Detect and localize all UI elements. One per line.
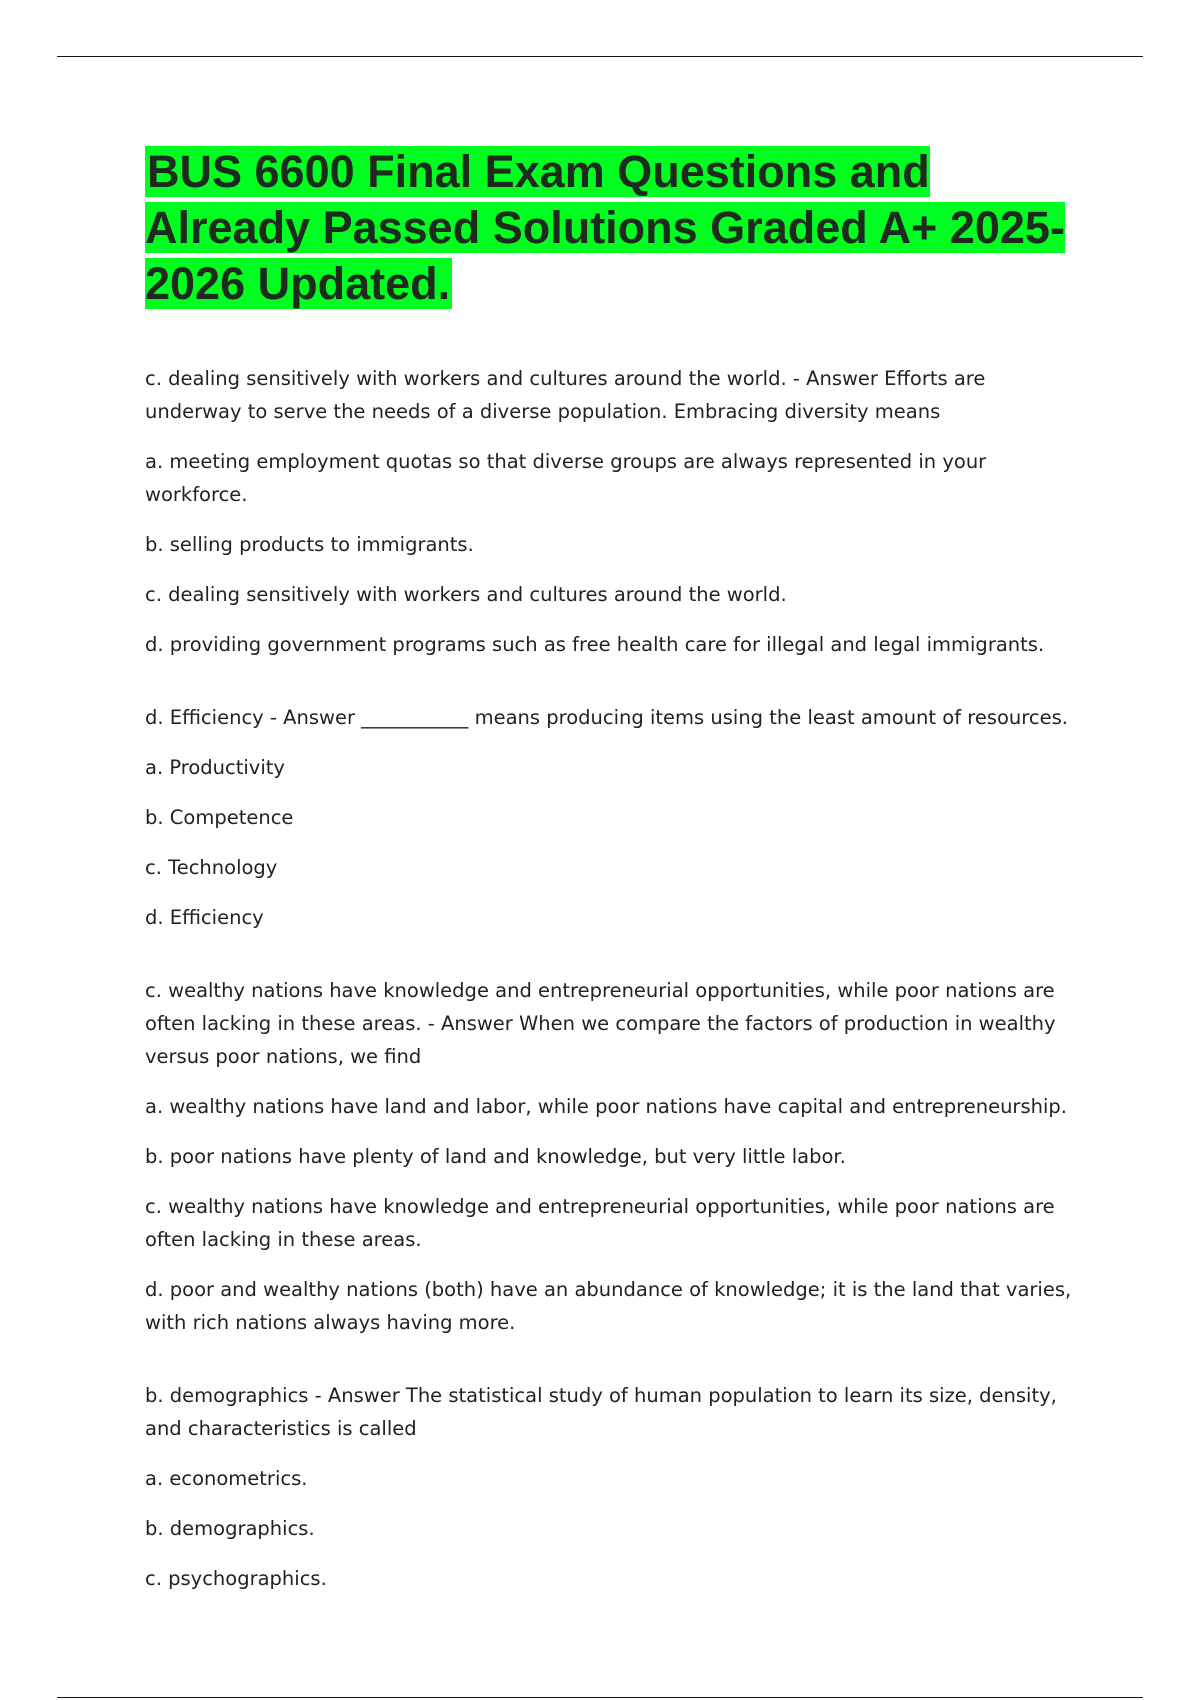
question-prompt: b. demographics - Answer The statistical study of human population to learn its size, density, and characteristics is called: [145, 1384, 1057, 1440]
document-title: [145, 144, 1080, 312]
answer-option: d. Efficiency: [145, 906, 264, 929]
document-body: [145, 144, 1080, 1635]
question-prompt: c. wealthy nations have knowledge and entrepreneurial opportunities, while poor nations are often lacking in these areas. - Answer When we compare the factors of production in wealthy versus poor nations, we find: [145, 979, 1056, 1068]
header-rule: [57, 56, 1143, 57]
question-block-2: [145, 701, 1080, 934]
question-block-3: [145, 974, 1080, 1339]
answer-option: d. poor and wealthy nations (both) have an abundance of knowledge; it is the land that varies, with rich nations always having more.: [145, 1278, 1072, 1334]
answer-option: d. providing government programs such as free health care for illegal and legal immigrants.: [145, 633, 1045, 656]
footer-rule: [57, 1697, 1143, 1698]
question-block-4: [145, 1379, 1080, 1595]
answer-option: c. Technology: [145, 856, 278, 879]
answer-option: a. wealthy nations have land and labor, while poor nations have capital and entrepreneurship.: [145, 1095, 1067, 1118]
question-block-1: [145, 362, 1080, 661]
answer-option: c. wealthy nations have knowledge and entrepreneurial opportunities, while poor nations are often lacking in these areas.: [145, 1195, 1055, 1251]
answer-option: a. econometrics.: [145, 1467, 308, 1490]
answer-option: a. meeting employment quotas so that diverse groups are always represented in your workforce.: [145, 450, 987, 506]
question-prompt: c. dealing sensitively with workers and cultures around the world. - Answer Efforts are underway to serve the needs of a diverse population. Embracing diversity means: [145, 367, 986, 423]
answer-option: b. Competence: [145, 806, 294, 829]
answer-option: b. poor nations have plenty of land and knowledge, but very little labor.: [145, 1145, 846, 1168]
answer-option: c. psychographics.: [145, 1567, 327, 1590]
answer-option: b. demographics.: [145, 1517, 315, 1540]
answer-option: c. dealing sensitively with workers and cultures around the world.: [145, 583, 787, 606]
answer-option: b. selling products to immigrants.: [145, 533, 474, 556]
question-prompt: d. Efficiency - Answer ___________ means producing items using the least amount of resources.: [145, 706, 1068, 729]
answer-option: a. Productivity: [145, 756, 285, 779]
title-highlight: BUS 6600 Final Exam Questions and Already Passed Solutions Graded A+ 2025-2026 Updated.: [145, 146, 1065, 309]
